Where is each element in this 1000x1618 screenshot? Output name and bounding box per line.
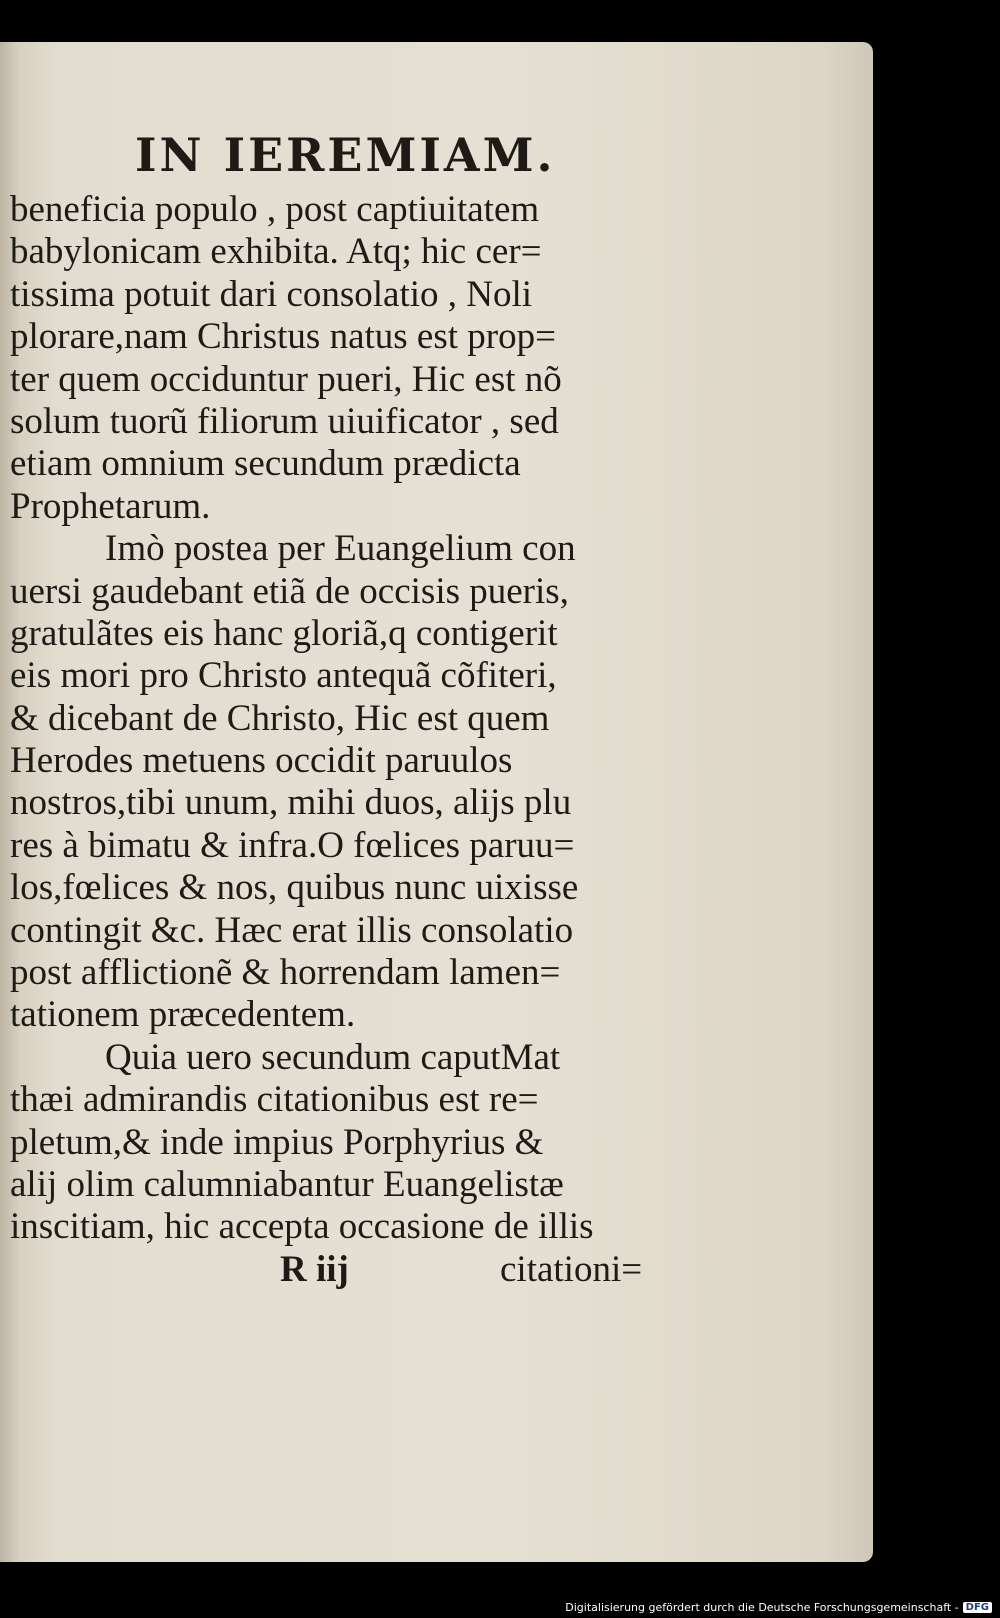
text-line: gratulãtes eis hanc gloriã,q contigerit	[10, 612, 558, 654]
page-footer	[10, 1249, 670, 1291]
text-line: Herodes metuens occidit paruulos	[10, 740, 513, 782]
digitization-credit	[565, 1601, 992, 1614]
text-line: & dicebant de Christo, Hic est quem	[10, 697, 550, 739]
catchword: citationi=	[500, 1248, 643, 1290]
text-line: contingit &c. Hæc erat illis consolatio	[10, 909, 574, 951]
text-line: res à bimatu & infra.O fœlices paruu=	[10, 824, 575, 866]
signature-mark: R iij	[280, 1248, 349, 1290]
text-line: alij olim calumniabantur Euangelistæ	[10, 1163, 564, 1205]
paragraph-start-line: Imò postea per Euangelium con	[105, 528, 576, 570]
page-text-block	[10, 127, 670, 1291]
dfg-logo: DFG	[963, 1602, 992, 1613]
text-line: los,fœlices & nos, quibus nunc uixisse	[10, 867, 579, 909]
credit-text: Digitalisierung gefördert durch die Deutsche Forschungsgemeinschaft -	[565, 1601, 959, 1614]
text-line: pletum,& inde impius Porphyrius &	[10, 1121, 544, 1163]
text-line: babylonicam exhibita. Atq; hic cer=	[10, 231, 542, 273]
text-line: thæi admirandis citationibus est re=	[10, 1079, 539, 1121]
text-line: nostros,tibi unum, mihi duos, alijs plu	[10, 782, 572, 824]
text-line: solum tuorũ filiorum uiuificator , sed	[10, 400, 559, 442]
text-line: plorare,nam Christus natus est prop=	[10, 316, 556, 358]
paragraph-start-line: Quia uero secundum caputMat	[105, 1036, 561, 1078]
text-line: uersi gaudebant etiã de occisis pueris,	[10, 570, 569, 612]
text-line: inscitiam, hic accepta occasione de illis	[10, 1206, 594, 1248]
text-line: etiam omnium secundum prædicta	[10, 443, 521, 485]
text-line: beneficia populo , post captiuitatem	[10, 189, 540, 230]
text-line: Prophetarum.	[10, 485, 211, 527]
running-head: IN IEREMIAM.	[135, 128, 556, 182]
text-line: eis mori pro Christo antequã cõfiteri,	[10, 655, 557, 697]
text-line: tissima potuit dari consolatio , Noli	[10, 273, 533, 315]
book-page	[0, 42, 873, 1562]
text-line: post afflictionẽ & horrendam lamen=	[10, 952, 561, 994]
text-line: tationem præcedentem.	[10, 994, 356, 1036]
text-line: ter quem occiduntur pueri, Hic est nõ	[10, 358, 562, 400]
